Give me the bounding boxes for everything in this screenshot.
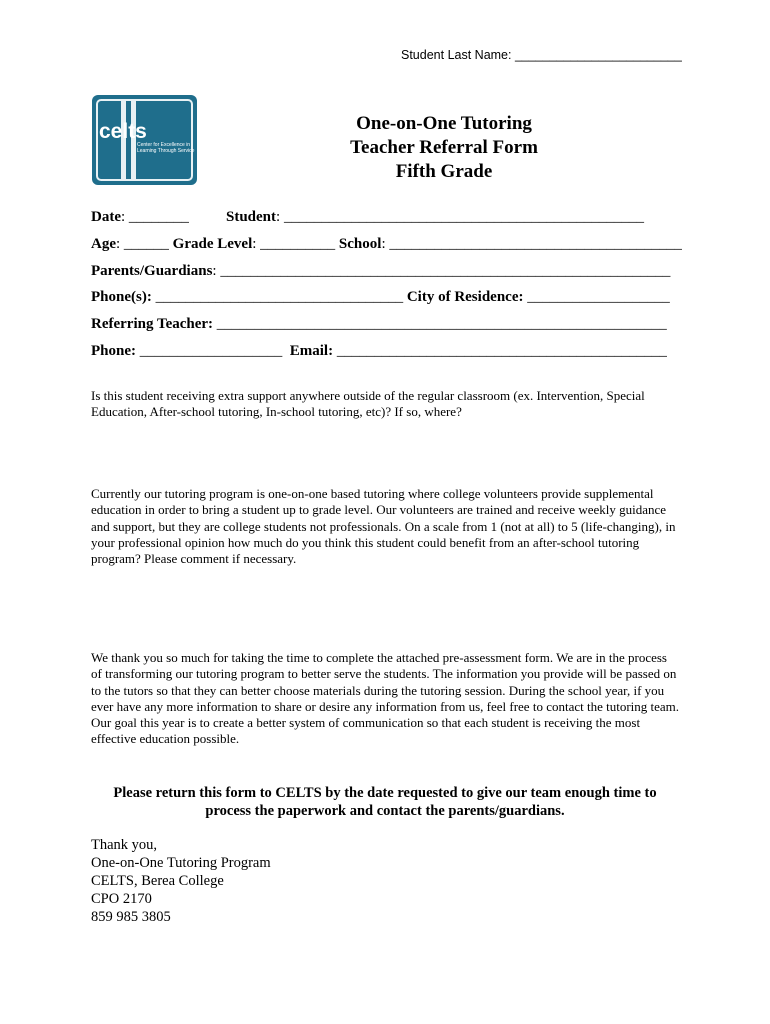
thank-you-paragraph: We thank you so much for taking the time to complete the attached pre-assessment form. We are in the process of transforming our tutoring program to better serve the students. The information you provide will be passed on to the tutors so that they can better choose materials during the tutoring session. During the school year, if you ever have any more information to share or desire any information from us, feel free to contact the tutoring team. Our goal this year is to create a better system of communication so that each student is receiving the most effective education possible. bbox=[91, 650, 680, 747]
form-title-line-2: Teacher Referral Form bbox=[350, 137, 538, 158]
student-field[interactable] bbox=[226, 209, 644, 226]
parents-guardians-label: Parents/Guardians bbox=[91, 263, 213, 279]
celts-logo-graphic bbox=[91, 94, 198, 186]
parents-guardians-field[interactable] bbox=[91, 263, 670, 280]
email-label: Email: bbox=[289, 343, 334, 359]
city-label: City of Residence: bbox=[406, 289, 524, 305]
age-blank[interactable]: : ______ bbox=[116, 236, 173, 252]
referring-teacher-blank[interactable]: ____________________________________________________________ bbox=[213, 316, 667, 332]
extra-support-question: Is this student receiving extra support anywhere outside of the regular classroom (ex. Intervention, Special Education, After-school tutoring, In-school tutoring, etc)? If so, where? bbox=[91, 388, 645, 420]
student-last-name-field[interactable]: Student Last Name: ________________________ bbox=[401, 48, 682, 62]
signature-line-5: 859 985 3805 bbox=[91, 909, 171, 925]
return-instructions: Please return this form to CELTS by the date requested to give our team enough time to process the paperwork and contact the parents/guardians. bbox=[113, 785, 657, 819]
parents-guardians-blank[interactable]: : ____________________________________________________________ bbox=[212, 263, 671, 279]
age-label: Age bbox=[91, 236, 116, 252]
phone-label: Phone: bbox=[91, 343, 136, 359]
logo-tagline-2: Learning Through Service bbox=[137, 148, 195, 154]
student-blank[interactable]: : ________________________________________________ bbox=[276, 209, 644, 225]
school-blank[interactable]: : _______________________________________ bbox=[381, 236, 682, 252]
referring-teacher-field[interactable] bbox=[91, 316, 667, 333]
date-label: Date bbox=[91, 209, 121, 225]
signature-line-2: One-on-One Tutoring Program bbox=[91, 855, 271, 871]
signature-line-1: Thank you, bbox=[91, 837, 158, 853]
phone-email-row bbox=[91, 343, 667, 360]
grade-level-label: Grade Level bbox=[172, 236, 253, 252]
student-label: Student bbox=[226, 209, 277, 225]
phones-label: Phone(s): bbox=[91, 289, 152, 305]
date-field[interactable] bbox=[91, 209, 189, 226]
logo-tagline-1: Center for Excellence in bbox=[137, 142, 191, 148]
program-scale-question: Currently our tutoring program is one-on-one based tutoring where college volunteers provide supplemental education in order to bring a student up to grade level. Our volunteers are trained and receive weekly guidance and support, but they are college students not professionals. On a scale from 1 (not at all) to 5 (life-changing), in your professional opinion how much do you think this student could benefit from an after-school tutoring program? Please comment if necessary. bbox=[91, 486, 676, 567]
phones-city-row bbox=[91, 289, 670, 306]
city-blank[interactable]: ___________________ bbox=[523, 289, 670, 305]
age-grade-school-row bbox=[91, 236, 682, 253]
form-title-line-1: One-on-One Tutoring bbox=[356, 113, 532, 134]
phones-blank[interactable]: _________________________________ bbox=[151, 289, 407, 305]
phone-blank[interactable]: ___________________ bbox=[136, 343, 290, 359]
signature-line-3: CELTS, Berea College bbox=[91, 873, 224, 889]
school-label: School bbox=[338, 236, 382, 252]
email-blank[interactable]: ____________________________________________ bbox=[333, 343, 667, 359]
grade-level-blank[interactable]: : __________ bbox=[252, 236, 339, 252]
celts-logo bbox=[91, 94, 198, 186]
logo-wordmark: celts bbox=[99, 120, 147, 143]
date-blank[interactable]: : ________ bbox=[121, 209, 189, 225]
referring-teacher-label: Referring Teacher: bbox=[91, 316, 214, 332]
form-title-line-3: Fifth Grade bbox=[395, 161, 493, 182]
signature-line-4: CPO 2170 bbox=[91, 891, 152, 907]
